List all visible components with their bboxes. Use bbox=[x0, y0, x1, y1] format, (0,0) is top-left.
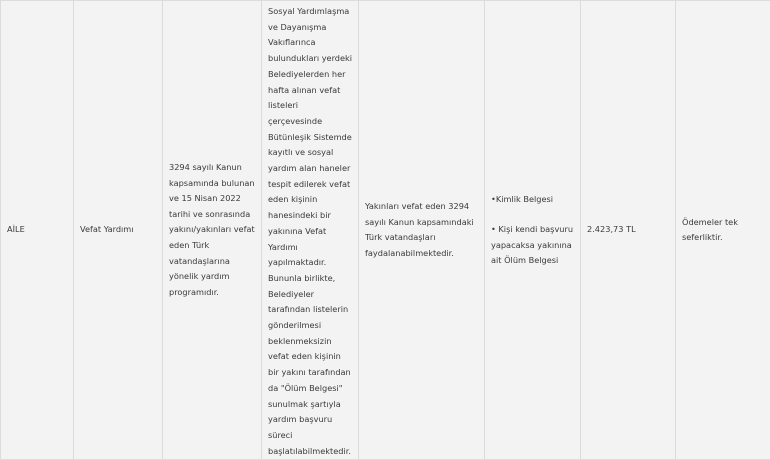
table-row bbox=[1, 1, 770, 460]
application-process-cell: Sosyal Yardımlaşma ve Dayanışma Vakıflarınca bulundukları yerdeki Belediyelerden her hafta alınan vefat listeleri çerçevesinde Bütünleşik Sistemde kayıtlı ve sosyal yardım alan haneler tespit edilerek vefat eden kişinin hanesindeki bir yakınına Vefat Yardımı yapılmaktadır. Bununla birlikte, Belediyeler tarafından listelerin gönderilmesi beklenmeksizin vefat eden kişinin bir yakını tarafından da "Ölüm Belgesi" sunulmak şartıyla yardım başvuru süreci başlatılabilmektedir. bbox=[262, 1, 359, 460]
document-item-id: •Kimlik Belgesi bbox=[491, 192, 575, 208]
payment-note-cell: Ödemeler tek seferliktir. bbox=[676, 1, 770, 460]
document-item-death-certificate: • Kişi kendi başvuru yapacaksa yakınına ait Ölüm Belgesi bbox=[491, 222, 575, 269]
aid-name-cell: Vefat Yardımı bbox=[74, 1, 163, 460]
eligibility-cell: Yakınları vefat eden 3294 sayılı Kanun kapsamındaki Türk vatandaşları faydalanabilmektedir. bbox=[359, 1, 485, 460]
amount-cell: 2.423,73 TL bbox=[581, 1, 676, 460]
definition-cell: 3294 sayılı Kanun kapsamında bulunan ve 15 Nisan 2022 tarihi ve sonrasında yakını/yakınları vefat eden Türk vatandaşlarına yönelik yardım programıdır. bbox=[163, 1, 262, 460]
document-spacer bbox=[491, 207, 575, 222]
document-list bbox=[491, 192, 575, 269]
category-cell: AİLE bbox=[1, 1, 74, 460]
required-documents-cell bbox=[485, 1, 581, 460]
